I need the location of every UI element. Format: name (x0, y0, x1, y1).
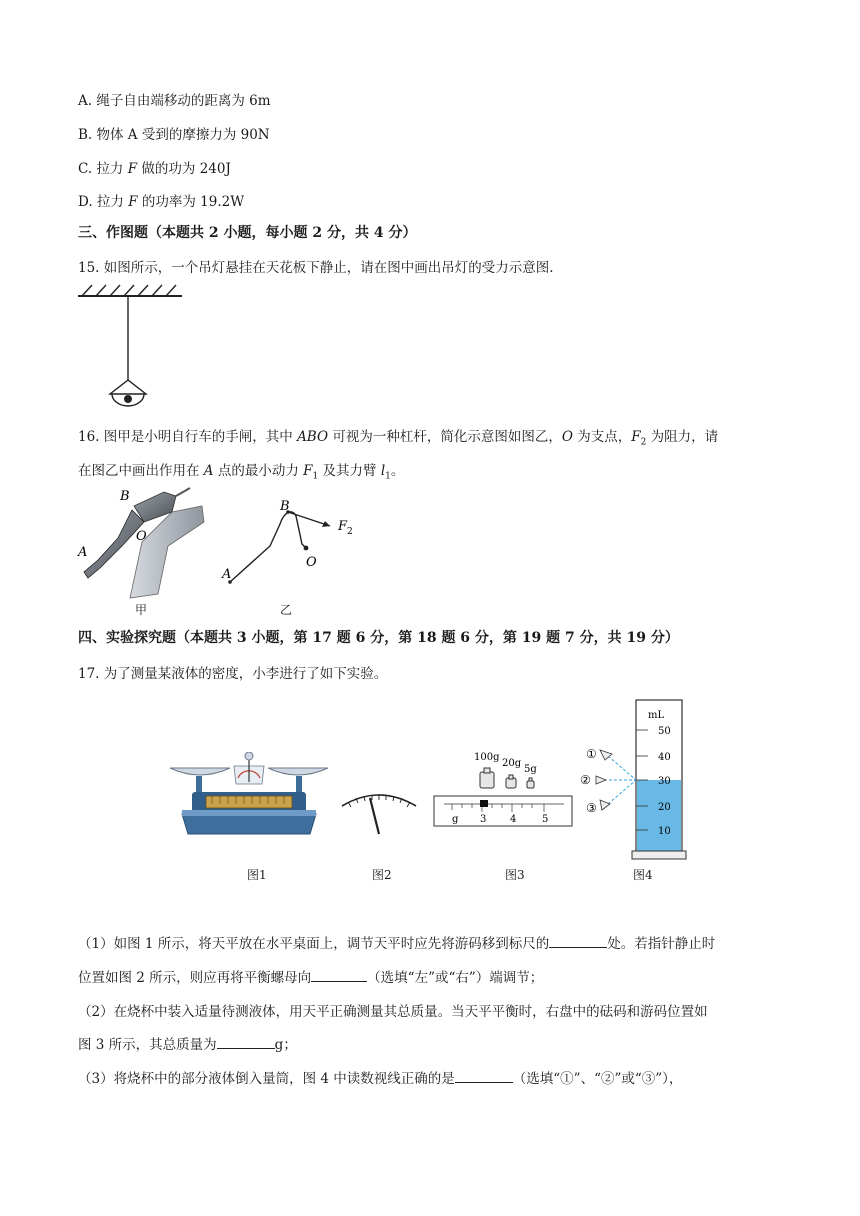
cylinder-tick-50: 50 (658, 726, 671, 737)
label-b: B (120, 489, 130, 504)
label-f2-sub: 2 (347, 527, 353, 537)
section-4-title: 四、实验探究题（本题共 3 小题，第 17 题 6 分，第 18 题 6 分，第 19 题 7 分，共 19 分） (78, 630, 679, 646)
answer-blank[interactable] (311, 967, 367, 982)
scale-label-g: g (452, 814, 459, 825)
answer-blank[interactable] (455, 1068, 513, 1083)
cylinder-tick-10: 10 (658, 826, 671, 837)
cylinder-tick-30: 30 (658, 776, 671, 787)
view-mark-2: ② (580, 773, 591, 787)
question-16-line-1: 16. 图甲是小明自行车的手闸，其中 ABO 可视为一种杠杆，简化示意图如图乙，O 为支点，$F_2$ 为阻力，请 (78, 429, 719, 448)
option-b: B. 物体 A 受到的摩擦力为 90N (78, 127, 270, 143)
weights-and-rider-figure (432, 746, 574, 828)
measuring-cylinder-figure (578, 696, 688, 862)
label-b: B (280, 499, 290, 514)
q17-part2-line1: （2）在烧杯中装入适量待测液体，用天平正确测量其总质量。当天平平衡时，右盘中的砝码和游码位置如 (78, 1004, 708, 1020)
q17-part1-line2: 位置如图 2 所示，则应再将平衡螺母向 （选填“左”或“右”）端调节； (78, 966, 543, 986)
cylinder-tick-40: 40 (658, 752, 671, 763)
label-o: O (136, 529, 147, 544)
balance-figure (168, 752, 330, 840)
question-16-line-2: 在图乙中画出作用在 A 点的最小动力 $F_1$ 及其力臂 $l_1$。 (78, 463, 405, 482)
scale-label-3: 3 (480, 814, 487, 825)
question-15: 15. 如图所示，一个吊灯悬挂在天花板下静止，请在图中画出吊灯的受力示意图. (78, 260, 554, 276)
cylinder-unit: mL (648, 710, 665, 721)
fig-1-label: 图1 (247, 868, 267, 882)
label-o: O (306, 555, 317, 570)
bike-brake-photo (72, 482, 212, 600)
view-mark-3: ③ (586, 801, 597, 815)
question-17: 17. 为了测量某液体的密度，小李进行了如下实验。 (78, 666, 388, 682)
lever-diagram (218, 494, 368, 594)
label-f2: F (338, 519, 348, 534)
option-c: C. 拉力 F 做的功为 240J (78, 161, 231, 177)
label-a: A (222, 567, 232, 582)
view-mark-1: ① (586, 747, 597, 761)
scale-label-5: 5 (542, 814, 549, 825)
q17-part2-line2: 图 3 所示，其总质量为 g； (78, 1033, 297, 1053)
fig-4-label: 图4 (633, 868, 653, 882)
hanging-lamp-figure (72, 282, 192, 414)
fig-yi-label: 乙 (280, 603, 293, 617)
weight-20g-label: 20g (502, 758, 522, 769)
fig-2-label: 图2 (372, 868, 392, 882)
scale-label-4: 4 (510, 814, 517, 825)
option-d: D. 拉力 F 的功率为 19.2W (78, 194, 245, 210)
fig-3-label: 图3 (505, 868, 525, 882)
cylinder-tick-20: 20 (658, 802, 671, 813)
pointer-figure (338, 788, 420, 836)
answer-blank[interactable] (217, 1034, 275, 1049)
weight-100g-label: 100g (474, 752, 500, 763)
weight-5g-label: 5g (524, 764, 537, 775)
q17-part1-line1: （1）如图 1 所示，将天平放在水平桌面上，调节天平时应先将游码移到标尺的 处。若指针静止时 (78, 932, 715, 952)
label-a: A (78, 545, 88, 560)
section-3-title: 三、作图题（本题共 2 小题，每小题 2 分，共 4 分） (78, 225, 417, 241)
option-a: A. 绳子自由端移动的距离为 6m (78, 93, 271, 109)
answer-blank[interactable] (549, 933, 607, 948)
q17-part3-line1: （3）将烧杯中的部分液体倒入量筒，图 4 中读数视线正确的是 （选填“①”、“②”或“③”）， (78, 1067, 682, 1087)
fig-jia-label: 甲 (135, 603, 148, 617)
